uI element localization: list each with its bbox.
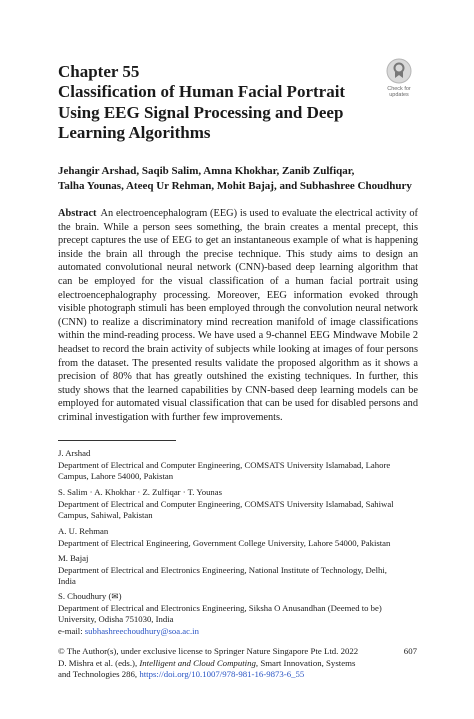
badge-text-line1: Check for <box>387 86 411 92</box>
affiliation-line: University, Odisha 751030, India <box>58 614 174 625</box>
author-line-1: Jehangir Arshad, Saqib Salim, Amna Khokhar, Zanib Zulfiqar, <box>58 165 355 177</box>
doi-link[interactable]: https://doi.org/10.1007/978-981-16-9873-6_55 <box>139 669 305 680</box>
affiliation-divider <box>58 440 176 441</box>
badge-text <box>387 86 411 98</box>
citation-editors: D. Mishra et al. (eds.), <box>58 657 140 668</box>
affiliation-line: Campus, Sahiwal, Pakistan <box>58 510 153 521</box>
email-link[interactable]: subhashreechoudhury@soa.ac.in <box>84 625 199 636</box>
affiliation-names: A. U. Rehman <box>58 526 109 536</box>
doi-line <box>58 669 388 681</box>
citation-series: , Smart Innovation, Systems <box>255 657 356 668</box>
series-volume: and Technologies 286, <box>58 669 140 680</box>
crossmark-icon <box>386 58 412 84</box>
affiliation-2 <box>58 487 418 522</box>
affiliation-names: S. Salim · A. Khokhar · Z. Zulfiqar · T. Younas <box>58 487 223 497</box>
citation-line <box>58 658 388 670</box>
affiliation-4 <box>58 553 418 588</box>
chapter-title: Classification of Human Facial Portrait Using EEG Signal Processing and Deep Learning Algorithms <box>58 82 346 142</box>
check-for-updates-badge[interactable] <box>380 58 418 102</box>
affiliation-3 <box>58 526 418 549</box>
affiliation-names: M. Bajaj <box>58 553 89 563</box>
affiliation-line: Department of Electrical and Electronics Engineering, National Institute of Technology, Delhi, <box>58 565 387 576</box>
copyright-block <box>58 646 388 681</box>
affiliation-line: Campus, Lahore 54000, Pakistan <box>58 471 174 482</box>
author-line-2: Talha Younas, Ateeq Ur Rehman, Mohit Bajaj, and Subhashree Choudhury <box>58 179 412 192</box>
badge-text-line2: updates <box>389 92 409 98</box>
affiliation-line: Department of Electrical Engineering, Government College University, Lahore 54000, Pakistan <box>58 538 391 549</box>
author-list <box>58 164 418 193</box>
affiliation-5 <box>58 591 418 637</box>
affiliation-names: S. Choudhury (✉) <box>58 591 122 601</box>
copyright-line: © The Author(s), under exclusive license to Springer Nature Singapore Pte Ltd. 2022 <box>58 646 359 656</box>
page-number: 607 <box>403 646 417 656</box>
affiliation-names: J. Arshad <box>58 448 91 458</box>
affiliation-line: Department of Electrical and Computer Engineering, COMSATS University Islamabad, Lahore <box>58 460 391 471</box>
chapter-label: Chapter 55 <box>58 62 140 81</box>
email-label: e-mail: <box>58 625 85 636</box>
affiliation-line: Department of Electrical and Electronics Engineering, Siksha O Anusandhan (Deemed to be) <box>58 603 382 614</box>
abstract-text: An electroencephalogram (EEG) is used to evaluate the electrical activity of the brain. While a person sees something, the brain creates a mental precept, this precept captures the use of EEG to get an instantaneous example of what is happening inside the brain all through the precise technique. This study aims to design an automated convolutional neural network (CNN)-based deep learning algorithm that can be employed for the visual classification of a human facial portrait using electroencephalography processing. Moreover, EEG information evoked through visible photograph stimuli has been employed through the convolution neural network (CNN) to realize a discriminatory mind recreation manifold of image classifications within the mind-reading process. We have used a 9-channel EEG Mindwave Mobile 2 headset to record the brain activity of subjects while looking at images of four persons from the dataset. The presented results validate the proposed algorithm as it shows a precision of 80% that has greatly outshined the existing techniques. In further, this study shows that the learned capabilities by CNN-based deep learning models can be employed for automated visual classification that can be used for disabled persons and criminal investigation with further few improvements. <box>58 208 418 423</box>
affiliation-line: Department of Electrical and Computer Engineering, COMSATS University Islamabad, Sahiwal <box>58 499 394 510</box>
abstract <box>58 207 418 425</box>
affiliation-1 <box>58 448 418 483</box>
affiliation-line: India <box>58 576 76 587</box>
email-line <box>58 626 418 637</box>
book-title: Intelligent and Cloud Computing <box>139 657 256 668</box>
abstract-label: Abstract <box>58 208 97 219</box>
